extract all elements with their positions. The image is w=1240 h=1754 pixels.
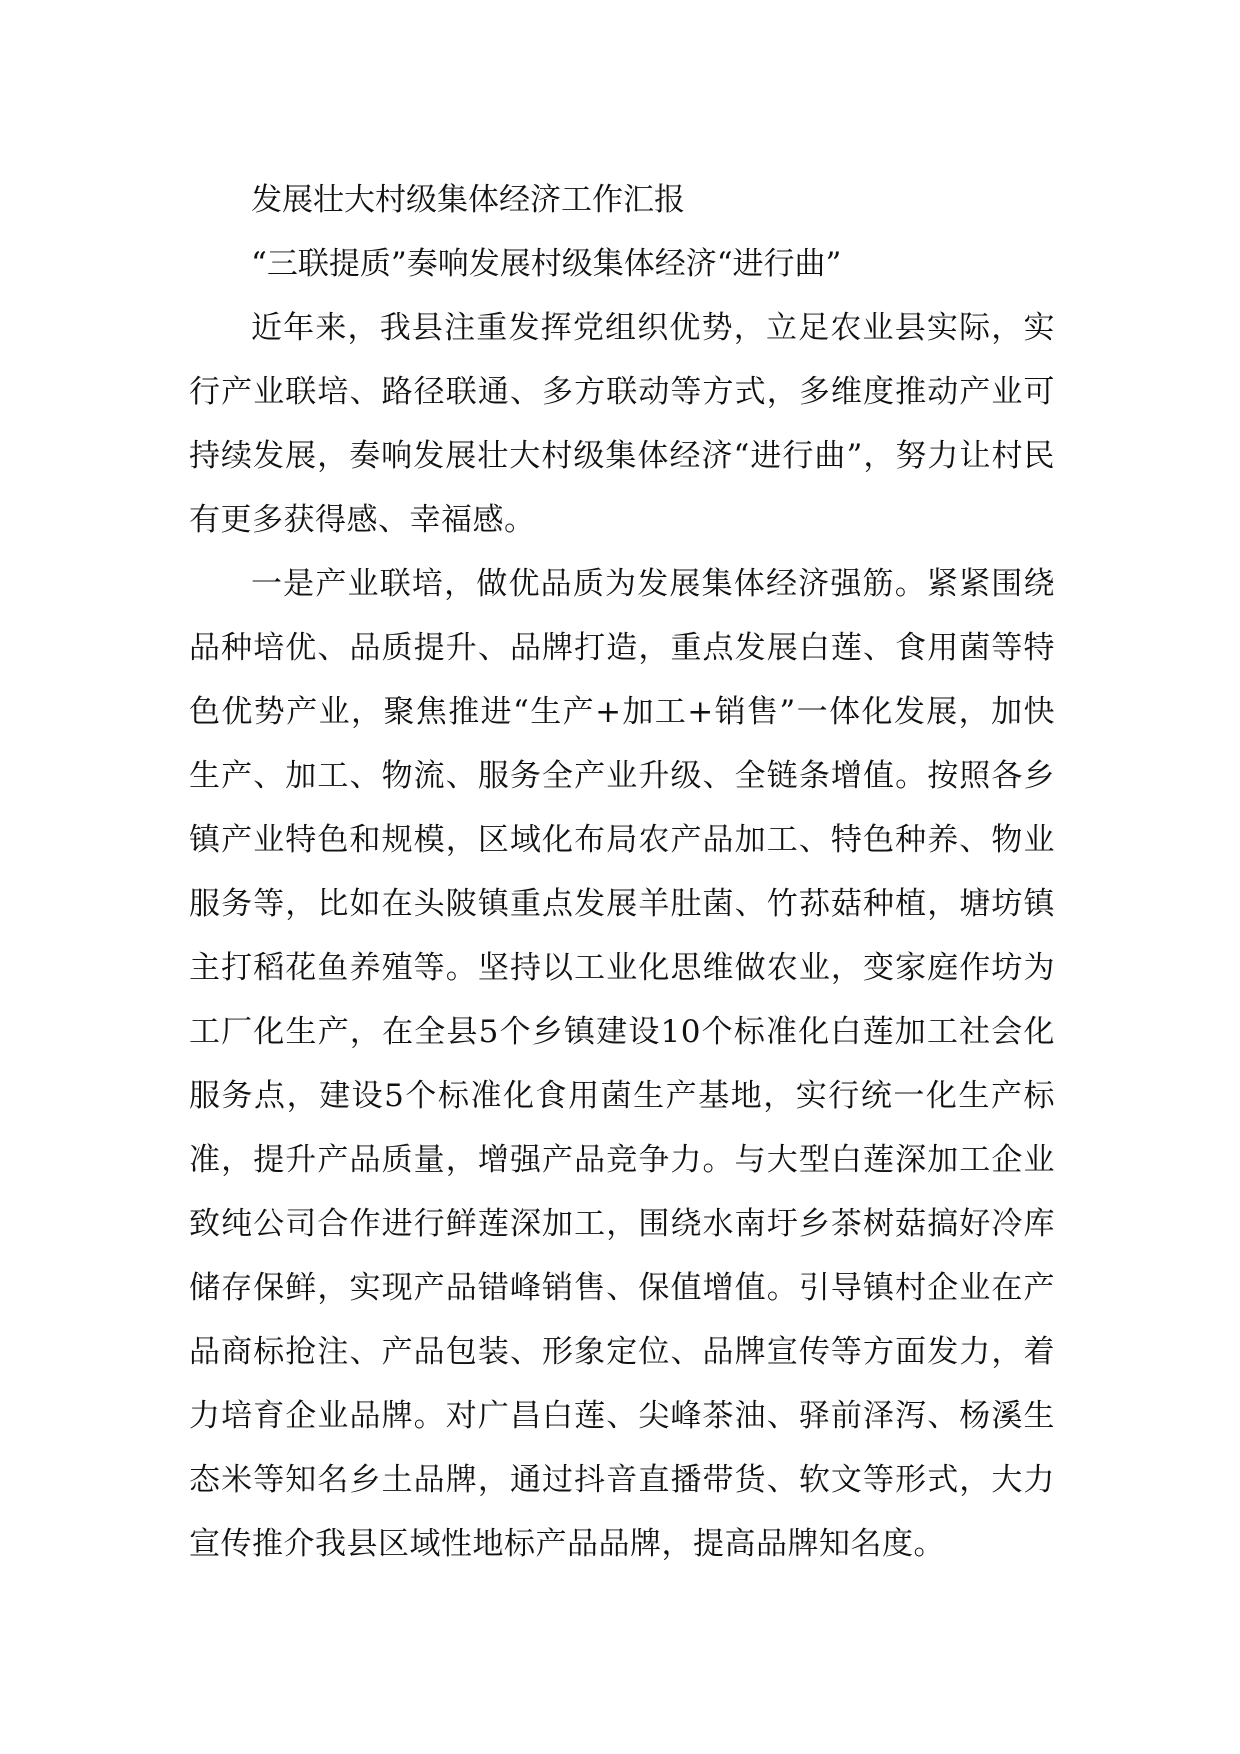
- paragraph-intro: 近年来，我县注重发挥党组织优势，立足农业县实际，实行产业联培、路径联通、多方联动等方式，多维度推动产业可持续发展，奏响发展壮大村级集体经济“进行曲”，努力让村民有更多获得感、幸福感。: [189, 310, 1055, 538]
- document-page: [189, 168, 1055, 1576]
- document-title: 发展壮大村级集体经济工作汇报: [251, 182, 685, 218]
- document-subtitle: “三联提质”奏响发展村级集体经济“进行曲”: [251, 246, 842, 282]
- paragraph-industry: 一是产业联培，做优品质为发展集体经济强筋。紧紧围绕品种培优、品质提升、品牌打造，重点发展白莲、食用菌等特色优势产业，聚焦推进“生产+加工+销售”一体化发展，加快生产、加工、物流、服务全产业升级、全链条增值。按照各乡镇产业特色和规模，区域化布局农产品加工、特色种养、物业服务等，比如在头陂镇重点发展羊肚菌、竹荪菇种植，塘坊镇主打稻花鱼养殖等。坚持以工业化思维做农业，变家庭作坊为工厂化生产，在全县5个乡镇建设10个标准化白莲加工社会化服务点，建设5个标准化食用菌生产基地，实行统一化生产标准，提升产品质量，增强产品竞争力。与大型白莲深加工企业致纯公司合作进行鲜莲深加工，围绕水南圩乡茶树菇搞好冷库储存保鲜，实现产品错峰销售、保值增值。引导镇村企业在产品商标抢注、产品包装、形象定位、品牌宣传等方面发力，着力培育企业品牌。对广昌白莲、尖峰茶油、驿前泽泻、杨溪生态米等知名乡土品牌，通过抖音直播带货、软文等形式，大力宣传推介我县区域性地标产品品牌，提高品牌知名度。: [189, 566, 1055, 1562]
